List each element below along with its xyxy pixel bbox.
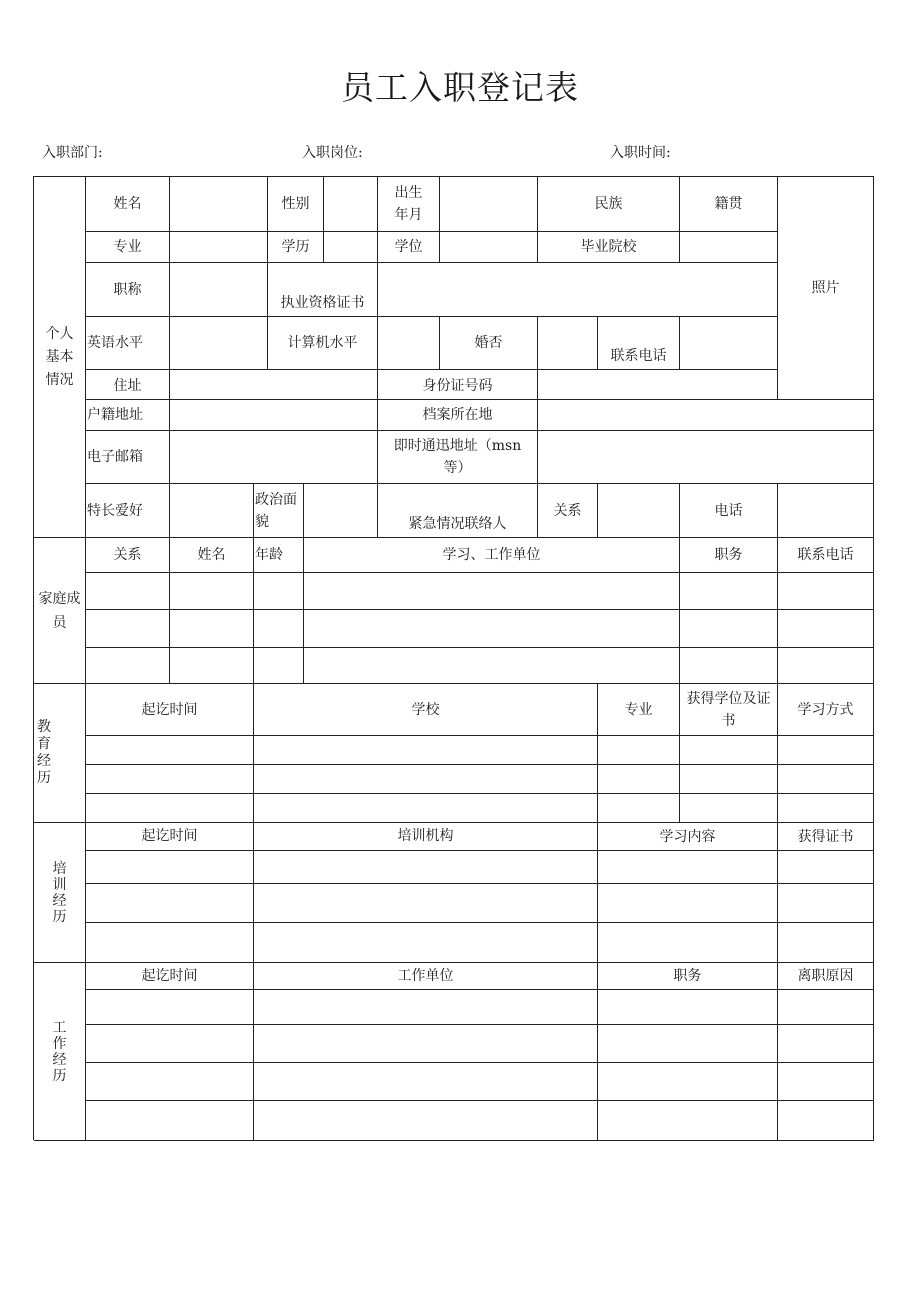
section-personal xyxy=(34,177,86,538)
family-cell[interactable] xyxy=(304,648,680,684)
training-cell[interactable] xyxy=(778,923,874,963)
input-marital[interactable] xyxy=(538,317,598,370)
education-header-cert-line2: 书 xyxy=(721,712,736,729)
work-cell[interactable] xyxy=(254,1063,598,1101)
label-school: 毕业院校 xyxy=(538,232,680,263)
section-work-line: 工 xyxy=(52,1019,67,1036)
training-cell[interactable] xyxy=(778,851,874,884)
label-email: 电子邮箱 xyxy=(86,431,170,484)
work-cell[interactable] xyxy=(778,1025,874,1063)
label-im-line2: 等） xyxy=(443,460,472,476)
label-address: 住址 xyxy=(86,370,170,400)
input-major[interactable] xyxy=(170,232,268,263)
family-header: 职务 xyxy=(680,538,778,573)
label-gender: 性别 xyxy=(268,177,324,232)
section-work-line: 历 xyxy=(52,1067,67,1084)
training-cell[interactable] xyxy=(598,923,778,963)
family-header: 年龄 xyxy=(254,538,304,573)
input-birth[interactable] xyxy=(440,177,538,232)
input-archive[interactable] xyxy=(538,400,874,431)
registration-table xyxy=(33,176,874,1140)
education-cell[interactable] xyxy=(680,794,778,823)
work-cell[interactable] xyxy=(598,1063,778,1101)
training-header: 起讫时间 xyxy=(86,823,254,851)
education-header: 学习方式 xyxy=(778,684,874,736)
input-title-rank[interactable] xyxy=(170,263,268,317)
label-name: 姓名 xyxy=(86,177,170,232)
work-cell[interactable] xyxy=(254,1101,598,1141)
family-cell[interactable] xyxy=(170,610,254,648)
family-cell[interactable] xyxy=(304,573,680,610)
label-birth-line2: 年月 xyxy=(394,207,423,223)
work-cell[interactable] xyxy=(86,1025,254,1063)
work-cell[interactable] xyxy=(778,1101,874,1141)
section-education-line: 历 xyxy=(37,770,51,786)
label-relation: 关系 xyxy=(538,484,598,538)
work-cell[interactable] xyxy=(86,1101,254,1141)
work-cell[interactable] xyxy=(86,990,254,1025)
education-header: 学校 xyxy=(254,684,598,736)
date-label: 入职时间: xyxy=(610,145,671,161)
education-cell[interactable] xyxy=(254,794,598,823)
label-ethnicity: 民族 xyxy=(538,177,680,232)
section-work-line: 作 xyxy=(52,1035,67,1052)
section-work-line: 经 xyxy=(52,1051,67,1068)
family-cell[interactable] xyxy=(680,573,778,610)
family-cell[interactable] xyxy=(778,573,874,610)
education-header-cert xyxy=(680,684,778,736)
input-address[interactable] xyxy=(170,370,378,400)
training-cell[interactable] xyxy=(598,884,778,923)
label-birth xyxy=(378,177,440,232)
work-header: 起讫时间 xyxy=(86,963,254,990)
input-gender[interactable] xyxy=(324,177,378,232)
label-phone: 联系电话 xyxy=(598,317,680,370)
family-cell[interactable] xyxy=(254,573,304,610)
education-header: 起讫时间 xyxy=(86,684,254,736)
section-education-line: 教 xyxy=(37,719,51,735)
family-header: 学习、工作单位 xyxy=(304,538,680,573)
education-cell[interactable] xyxy=(254,736,598,765)
education-cell[interactable] xyxy=(778,765,874,794)
input-hobbies[interactable] xyxy=(170,484,254,538)
family-cell[interactable] xyxy=(680,610,778,648)
input-id-number[interactable] xyxy=(538,370,778,400)
education-cell[interactable] xyxy=(680,765,778,794)
education-cell[interactable] xyxy=(598,794,680,823)
family-cell[interactable] xyxy=(254,610,304,648)
label-id-number: 身份证号码 xyxy=(378,370,538,400)
input-education[interactable] xyxy=(324,232,378,263)
training-cell[interactable] xyxy=(598,851,778,884)
label-political-line1: 政治面 xyxy=(255,491,297,508)
education-cell[interactable] xyxy=(778,736,874,765)
input-phone[interactable] xyxy=(680,317,778,370)
label-native-place: 籍贯 xyxy=(680,177,778,232)
training-header: 获得证书 xyxy=(778,823,874,851)
work-header: 工作单位 xyxy=(254,963,598,990)
label-im xyxy=(378,431,538,484)
section-training-line: 经 xyxy=(52,892,67,909)
label-degree: 学位 xyxy=(378,232,440,263)
training-header: 培训机构 xyxy=(254,823,598,851)
label-tel: 电话 xyxy=(680,484,778,538)
label-computer: 计算机水平 xyxy=(268,317,378,370)
training-cell[interactable] xyxy=(254,923,598,963)
education-header: 专业 xyxy=(598,684,680,736)
family-cell[interactable] xyxy=(254,648,304,684)
label-im-line1: 即时通迅地址（msn xyxy=(393,438,522,454)
label-birth-line1: 出生 xyxy=(394,185,423,201)
work-cell[interactable] xyxy=(778,990,874,1025)
education-cell[interactable] xyxy=(86,794,254,823)
input-relation[interactable] xyxy=(598,484,680,538)
label-political-line2: 貌 xyxy=(255,513,269,530)
section-personal-line: 情况 xyxy=(45,371,74,388)
input-english[interactable] xyxy=(170,317,268,370)
label-hobbies: 特长爱好 xyxy=(86,484,170,538)
work-cell[interactable] xyxy=(598,1025,778,1063)
label-english: 英语水平 xyxy=(86,317,170,370)
input-degree[interactable] xyxy=(440,232,538,263)
family-cell[interactable] xyxy=(778,648,874,684)
section-education-line: 育 xyxy=(37,736,51,752)
work-cell[interactable] xyxy=(254,1025,598,1063)
label-marital: 婚否 xyxy=(440,317,538,370)
work-cell[interactable] xyxy=(598,1101,778,1141)
work-cell[interactable] xyxy=(86,1063,254,1101)
family-cell[interactable] xyxy=(304,610,680,648)
family-header: 联系电话 xyxy=(778,538,874,573)
education-header-cert-line1: 获得学位及证 xyxy=(686,690,771,707)
section-training xyxy=(34,823,86,963)
training-header: 学习内容 xyxy=(598,823,778,851)
work-header: 职务 xyxy=(598,963,778,990)
section-family-line: 家庭成 xyxy=(38,590,81,607)
education-cell[interactable] xyxy=(598,765,680,794)
family-cell[interactable] xyxy=(86,610,170,648)
family-cell[interactable] xyxy=(680,648,778,684)
input-email[interactable] xyxy=(170,431,378,484)
photo-box[interactable]: 照片 xyxy=(778,177,874,400)
form-title: 员工入职登记表 xyxy=(341,68,579,107)
section-training-line: 培 xyxy=(52,860,67,877)
label-political xyxy=(254,484,304,538)
education-cell[interactable] xyxy=(254,765,598,794)
family-header: 关系 xyxy=(86,538,170,573)
label-qualification: 执业资格证书 xyxy=(268,263,378,317)
input-qualification[interactable] xyxy=(378,263,778,317)
family-cell[interactable] xyxy=(170,573,254,610)
education-cell[interactable] xyxy=(598,736,680,765)
section-family-line: 员 xyxy=(52,614,67,631)
training-cell[interactable] xyxy=(86,884,254,923)
training-cell[interactable] xyxy=(254,851,598,884)
training-cell[interactable] xyxy=(778,884,874,923)
label-education: 学历 xyxy=(268,232,324,263)
family-header: 姓名 xyxy=(170,538,254,573)
training-cell[interactable] xyxy=(86,851,254,884)
label-archive: 档案所在地 xyxy=(378,400,538,431)
section-training-line: 训 xyxy=(52,876,67,893)
input-hukou[interactable] xyxy=(170,400,378,431)
family-cell[interactable] xyxy=(86,573,170,610)
input-name[interactable] xyxy=(170,177,268,232)
label-emergency: 紧急情况联络人 xyxy=(378,484,538,538)
education-cell[interactable] xyxy=(778,794,874,823)
education-cell[interactable] xyxy=(86,765,254,794)
section-family xyxy=(34,538,86,684)
education-cell[interactable] xyxy=(680,736,778,765)
section-education-line: 经 xyxy=(37,753,51,769)
input-im[interactable] xyxy=(538,431,874,484)
work-cell[interactable] xyxy=(598,990,778,1025)
family-cell[interactable] xyxy=(170,648,254,684)
education-cell[interactable] xyxy=(86,736,254,765)
label-title-rank: 职称 xyxy=(86,263,170,317)
label-major: 专业 xyxy=(86,232,170,263)
family-cell[interactable] xyxy=(778,610,874,648)
input-computer[interactable] xyxy=(378,317,440,370)
section-work xyxy=(34,963,86,1141)
work-header: 离职原因 xyxy=(778,963,874,990)
training-cell[interactable] xyxy=(86,923,254,963)
input-school[interactable] xyxy=(680,232,778,263)
training-cell[interactable] xyxy=(254,884,598,923)
department-label: 入职部门: xyxy=(42,145,103,161)
section-personal-line: 个人 xyxy=(45,325,74,342)
section-training-line: 历 xyxy=(52,908,67,925)
section-education xyxy=(34,684,86,823)
label-hukou: 户籍地址 xyxy=(86,400,170,431)
work-cell[interactable] xyxy=(778,1063,874,1101)
family-cell[interactable] xyxy=(86,648,170,684)
work-cell[interactable] xyxy=(254,990,598,1025)
input-political[interactable] xyxy=(304,484,378,538)
input-tel[interactable] xyxy=(778,484,874,538)
section-personal-line: 基本 xyxy=(45,348,74,365)
position-label: 入职岗位: xyxy=(302,145,363,161)
